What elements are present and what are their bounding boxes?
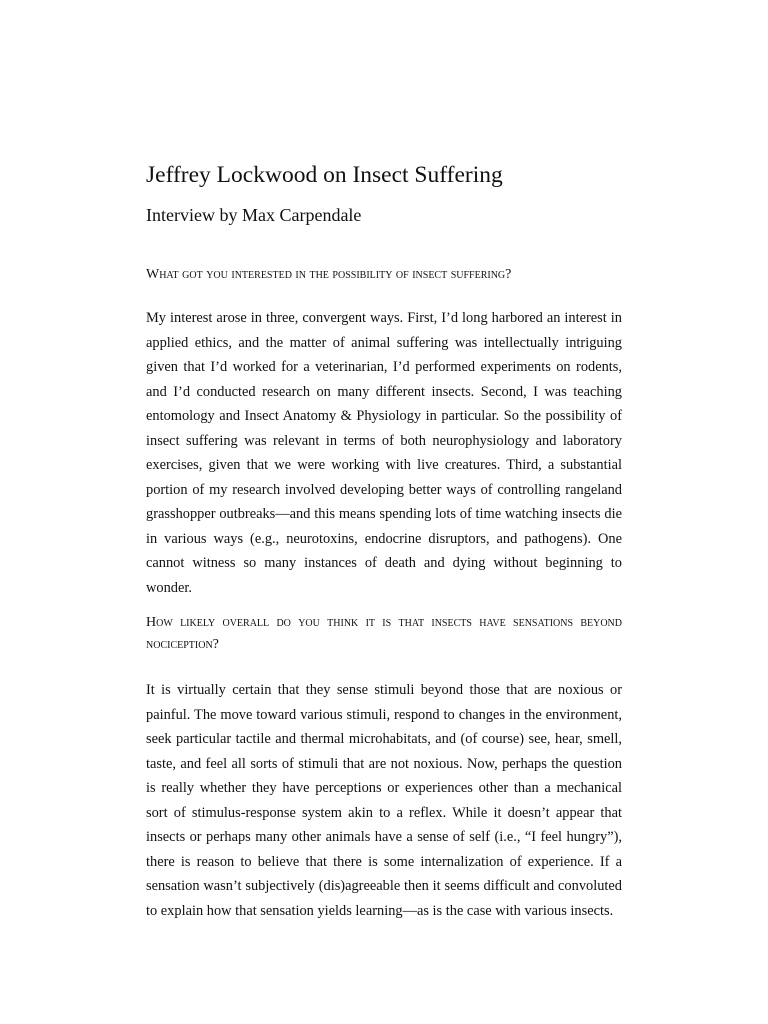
question-2: How likely overall do you think it is that insects have sensations beyond nociception? xyxy=(146,615,622,652)
document-title: Jeffrey Lockwood on Insect Suffering xyxy=(146,162,503,188)
question-1: What got you interested in the possibility of insect suffering? xyxy=(146,267,512,282)
answer-1: My interest arose in three, convergent ways. First, I’d long harbored an interest in applied ethics, and the matter of animal suffering was intellectually intriguing given that I’d worked for a veterinarian, I’d performed experiments on rodents, and I’d conducted research on many different insects. Second, I was teaching entomology and Insect Anatomy & Physiology in particular. So the possibility of insect suffering was relevant in terms of both neurophysiology and laboratory exercises, given that we were working with live creatures. Third, a substantial portion of my research involved developing better ways of controlling rangeland grasshopper outbreaks—and this means spending lots of time watching insects die in various ways (e.g., neurotoxins, endocrine disruptors, and pathogens). One cannot witness so many instances of death and dying without beginning to wonder. xyxy=(146,310,622,596)
document-subtitle: Interview by Max Carpendale xyxy=(146,205,362,225)
answer-2: It is virtually certain that they sense stimuli beyond those that are noxious or painful. The move toward various stimuli, respond to changes in the environment, seek particular tactile and thermal microhabitats, and (of course) see, hear, smell, taste, and feel all sorts of stimuli that are not noxious. Now, perhaps the question is really whether they have perceptions or experiences other than a mechanical sort of stimulus-response system akin to a reflex. While it doesn’t appear that insects or perhaps many other animals have a sense of self (i.e., “I feel hungry”), there is reason to believe that there is some internalization of experience. If a sensation wasn’t subjectively (dis)agreeable then it seems difficult and convoluted to explain how that sensation yields learning—as is the case with various insects. xyxy=(146,682,622,919)
